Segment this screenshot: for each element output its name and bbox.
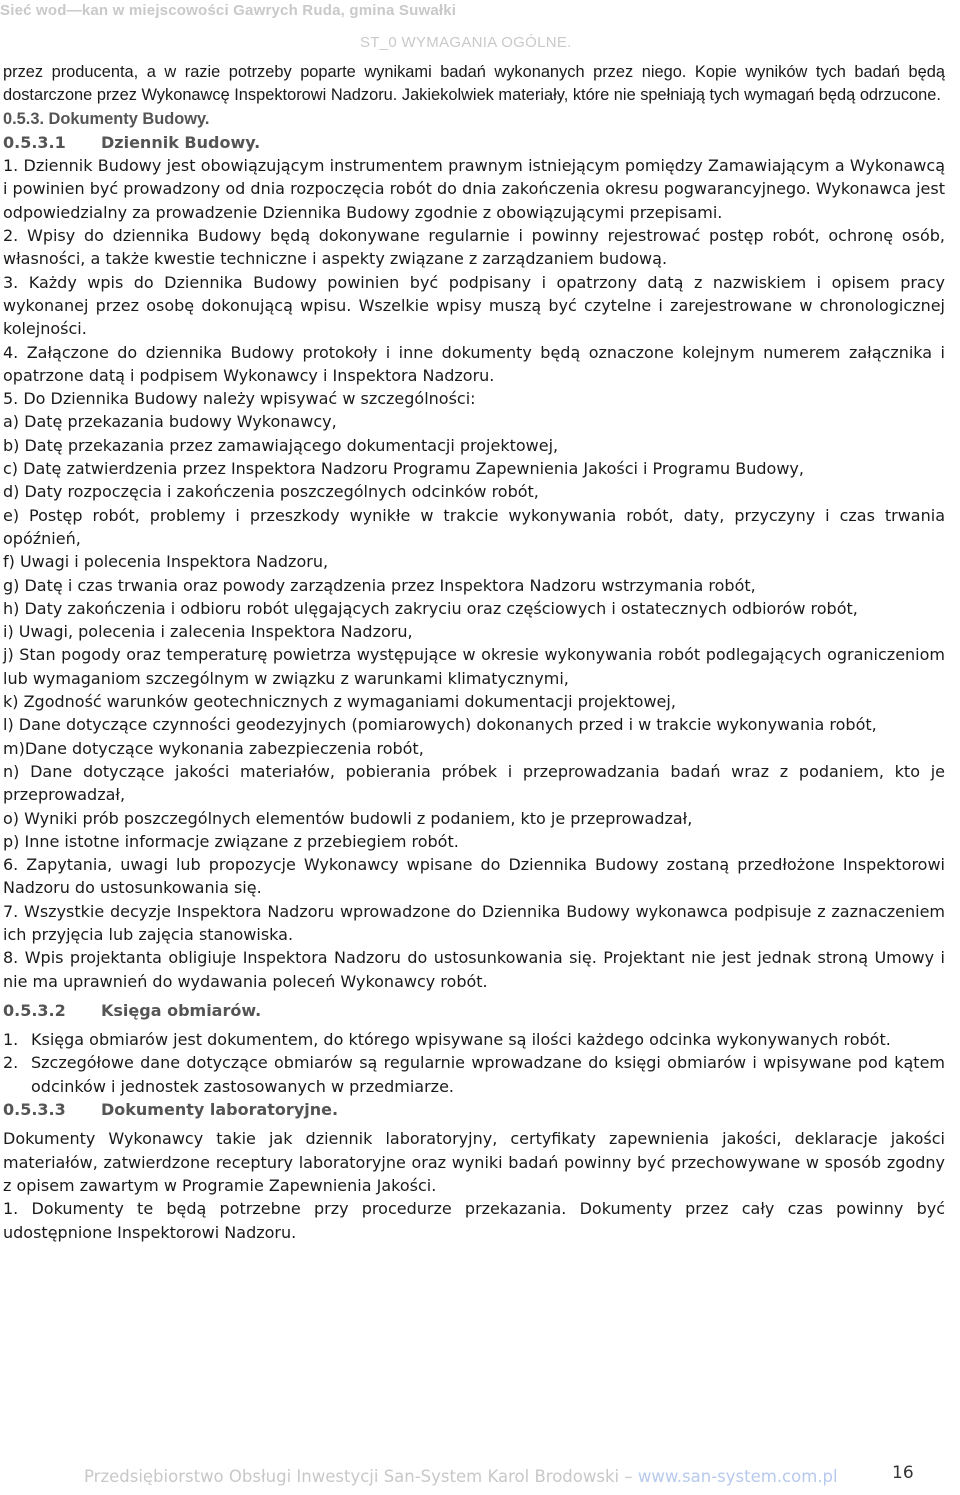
dziennik-paragraphs [3, 154, 945, 993]
section-heading-0-5-3: 0.5.3. Dokumenty Budowy. [3, 109, 210, 128]
dziennik-paragraph: 4. Załączone do dziennika Budowy protokoły i inne dokumenty będą oznaczone kolejnym numerem załącznika i opatrzone datą i podpisem Wykonawcy i Inspektora Nadzoru. [3, 342, 945, 385]
intro-paragraph: przez producenta, a w razie potrzeby poparte wynikami badań wykonanych przez niego. Kopie wyników tych badań będą dostarczone przez Wykonawcę Inspektorowi Nadzoru. Jakiekolwiek materiały, które nie spełniają tych wymagań będą odrzucone. [3, 63, 945, 105]
dziennik-paragraph: 7. Wszystkie decyzje Inspektora Nadzoru wprowadzone do Dziennika Budowy wykonawca podpisuje z zaznaczeniem ich przyjęcia lub zajęcia stanowiska. [3, 901, 945, 944]
page-footer [84, 1467, 838, 1486]
dziennik-paragraph: l) Dane dotyczące czynności geodezyjnych (pomiarowych) dokonanych przed i w trakcie wykonywania robót, [3, 715, 877, 735]
dziennik-paragraph: 1. Dziennik Budowy jest obowiązującym instrumentem prawnym istniejącym pomiędzy Zamawiającym a Wykonawcą i powinien być prowadzony od dnia rozpoczęcia robót do dnia zakończenia okresu pogwarancyjnego. Wykonawca jest odpowiedzialny za prowadzenie Dziennika Budowy zgodnie z obowiązującymi przepisami. [3, 156, 945, 222]
dziennik-paragraph: j) Stan pogody oraz temperaturę powietrza występujące w okresie wykonywania robót podlegających ograniczeniom lub wymaganiom szczególnym w związku z warunkami klimatycznymi, [3, 645, 945, 688]
list-item [3, 1028, 945, 1051]
heading-title: Dokumenty laboratoryjne. [101, 1100, 339, 1120]
dziennik-paragraph: o) Wyniki prób poszczególnych elementów budowli z podaniem, kto je przeprowadzał, [3, 808, 693, 828]
list-item-number: 2. [3, 1053, 19, 1073]
dziennik-paragraph: f) Uwagi i polecenia Inspektora Nadzoru, [3, 552, 329, 572]
page-number: 16 [892, 1463, 914, 1483]
heading-number: 0.5.3.3 [3, 1100, 66, 1120]
lab-paragraph-2: 1. Dokumenty te będą potrzebne przy procedurze przekazania. Dokumenty przez cały czas powinny być udostępnione Inspektorowi Nadzoru. [3, 1199, 945, 1242]
dziennik-paragraph: g) Datę i czas trwania oraz powody zarządzenia przez Inspektora Nadzoru wstrzymania robót, [3, 575, 756, 595]
dziennik-paragraph: p) Inne istotne informacje związane z przebiegiem robót. [3, 831, 459, 851]
dziennik-paragraph: k) Zgodność warunków geotechnicznych z wymaganiami dokumentacji projektowej, [3, 692, 676, 712]
section-heading-0-5-3-3 [3, 1098, 945, 1121]
heading-title: Księga obmiarów. [101, 1000, 262, 1020]
list-item [3, 1051, 945, 1098]
dziennik-paragraph: h) Daty zakończenia i odbioru robót ulęgających zakryciu oraz częściowych i ostatecznych odbiorów robót, [3, 598, 858, 618]
dziennik-paragraph: i) Uwagi, polecenia i zalecenia Inspektora Nadzoru, [3, 622, 413, 642]
dziennik-paragraph: c) Datę zatwierdzenia przez Inspektora Nadzoru Programu Zapewnienia Jakości i Programu Budowy, [3, 459, 804, 479]
dziennik-paragraph: 6. Zapytania, uwagi lub propozycje Wykonawcy wpisane do Dziennika Budowy zostaną przedłożone Inspektorowi Nadzoru do ustosunkowania się. [3, 855, 945, 898]
dziennik-paragraph: 3. Każdy wpis do Dziennika Budowy powinien być podpisany i opatrzony datą z nazwiskiem i opisem pracy wykonanej przez osobę dokonującą wpisu. Wszelkie wpisy muszą być czytelne i zarejestrowane w chronologicznej kolejności. [3, 272, 945, 339]
footer-company: Przedsiębiorstwo Obsługi Inwestycji San-System Karol Brodowski – [84, 1467, 638, 1486]
list-item-text: Księga obmiarów jest dokumentem, do którego wpisywane są ilości każdego odcinka wykonywanych robót. [31, 1030, 891, 1050]
running-header-title: Sieć wod—kan w miejscowości Gawrych Ruda, gmina Suwałki [0, 2, 457, 19]
footer-link[interactable]: www.san-system.com.pl [637, 1467, 838, 1486]
dziennik-paragraph: 5. Do Dziennika Budowy należy wpisywać w szczególności: [3, 389, 476, 409]
heading-number: 0.5.3.2 [3, 1000, 66, 1020]
dziennik-paragraph: b) Datę przekazania przez zamawiającego dokumentacji projektowej, [3, 435, 559, 455]
dziennik-paragraph: n) Dane dotyczące jakości materiałów, pobierania próbek i przeprowadzania badań wraz z podaniem, kto je przeprowadzał, [3, 761, 945, 805]
dziennik-paragraph: a) Datę przekazania budowy Wykonawcy, [3, 412, 337, 432]
lab-paragraph: Dokumenty Wykonawcy takie jak dziennik laboratoryjny, certyfikaty zapewnienia jakości, deklaracje jakości materiałów, zatwierdzone receptury laboratoryjne oraz wyniki badań powinny być przechowywane w sposób zgodny z opisem zawartym w Programie Zapewnienia Jakości. [3, 1129, 945, 1195]
dziennik-paragraph: d) Daty rozpoczęcia i zakończenia poszczególnych odcinków robót, [3, 482, 539, 502]
heading-number: 0.5.3.1 [3, 132, 66, 152]
dziennik-paragraph: e) Postęp robót, problemy i przeszkody wynikłe w trakcie wykonywania robót, daty, przyczyny i czas trwania opóźnień, [3, 505, 945, 548]
obmiary-list [3, 1028, 945, 1098]
dziennik-paragraph: 2. Wpisy do dziennika Budowy będą dokonywane regularnie i powinny rejestrować postęp robót, ochronę osób, własności, a także kwestie techniczne i aspekty związane z zarządzaniem budową. [3, 226, 945, 269]
heading-title: Dziennik Budowy. [101, 132, 261, 152]
document-body [3, 61, 945, 1244]
section-heading-0-5-3-1 [3, 131, 945, 154]
section-heading-0-5-3-2 [3, 999, 945, 1022]
dziennik-paragraph: 8. Wpis projektanta obligiuje Inspektora Nadzoru do ustosunkowania się. Projektant nie jest jednak stroną Umowy i nie ma uprawnień do wydawania poleceń Wykonawcy robót. [3, 948, 945, 991]
running-header-section: ST_0 WYMAGANIA OGÓLNE. [360, 34, 572, 51]
list-item-text: Szczegółowe dane dotyczące obmiarów są regularnie wprowadzane do księgi obmiarów i wpisywane pod kątem odcinków i jednostek zastosowanych w przedmiarze. [31, 1053, 945, 1096]
list-item-number: 1. [3, 1030, 19, 1050]
dziennik-paragraph: m)Dane dotyczące wykonania zabezpieczenia robót, [3, 738, 424, 758]
